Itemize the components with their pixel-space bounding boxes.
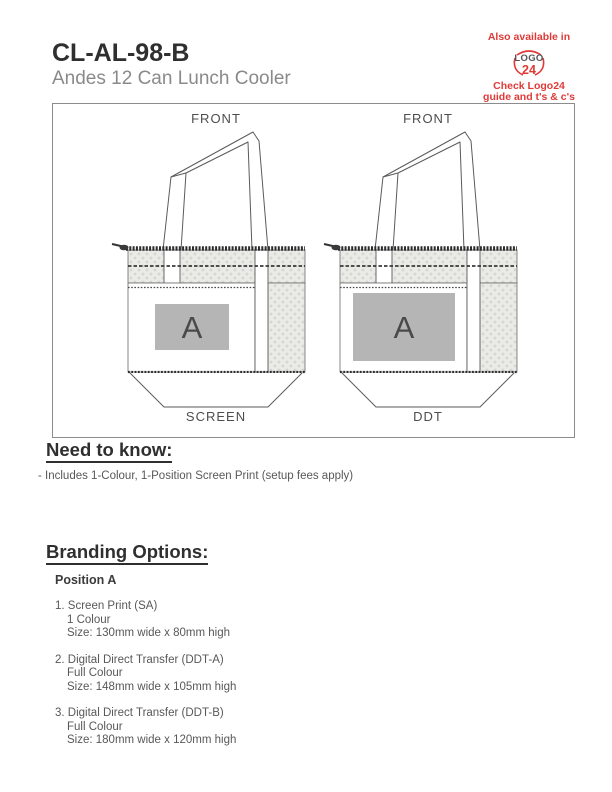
option-title: Screen Print (SA) <box>67 600 158 612</box>
branding-option <box>55 654 236 695</box>
branding-option <box>55 707 236 748</box>
option-title: Digital Direct Transfer (DDT-B) <box>67 707 224 719</box>
bag-vertical-strap <box>467 250 480 372</box>
logo24-number: 24 <box>522 62 536 77</box>
bag-side-panel <box>268 283 305 372</box>
bag-base <box>342 373 514 407</box>
branding-option <box>55 600 236 641</box>
bag-view-label: FRONT <box>403 111 453 126</box>
bag-diagrams <box>53 104 574 437</box>
print-area-letter: A <box>181 310 203 345</box>
product-diagram-box <box>52 103 575 438</box>
bag-method-label: SCREEN <box>185 409 247 424</box>
option-title: Digital Direct Transfer (DDT-A) <box>67 653 224 666</box>
option-name <box>55 707 236 721</box>
need-to-know-heading: Need to know: <box>46 440 172 463</box>
option-name <box>55 600 236 614</box>
option-size: Size: 130mm wide x 80mm high <box>67 627 230 639</box>
bag-base <box>130 373 302 407</box>
branding-options-list <box>55 600 236 748</box>
option-number: 3. <box>55 707 65 719</box>
product-code: CL-AL-98-B <box>52 39 190 67</box>
zipper-pull <box>332 245 341 251</box>
header <box>52 40 291 89</box>
option-colour: Full Colour <box>67 667 123 679</box>
option-colour: Full Colour <box>67 720 123 733</box>
need-to-know-section <box>38 440 353 483</box>
zipper-pull <box>120 245 129 251</box>
bag-method-label: DDT <box>413 409 443 424</box>
logo24-word: LOGO <box>514 52 544 64</box>
badge-line-2: Check Logo24 <box>493 79 565 92</box>
print-area-letter: A <box>393 310 415 345</box>
option-number: 2. <box>55 653 65 666</box>
option-name <box>55 654 236 668</box>
bag-drawing <box>324 111 517 424</box>
bag-vertical-strap <box>255 250 268 372</box>
branding-options-heading: Branding Options: <box>46 542 208 565</box>
bag-drawing <box>112 111 305 424</box>
product-name: Andes 12 Can Lunch Cooler <box>52 68 291 89</box>
option-number: 1. <box>55 600 65 612</box>
badge-line-1: Also available in <box>487 31 571 43</box>
bag-handle <box>375 132 480 250</box>
logo24-icon <box>507 45 551 81</box>
logo24-badge <box>476 32 582 104</box>
bag-side-panel <box>480 283 517 372</box>
bag-handle <box>163 132 268 250</box>
badge-line-3: guide and t's & c's <box>483 91 575 103</box>
option-size: Size: 180mm wide x 120mm high <box>67 734 237 746</box>
need-to-know-item: - Includes 1-Colour, 1-Position Screen Print (setup fees apply) <box>38 470 354 482</box>
branding-options-section <box>38 542 236 748</box>
bag-view-label: FRONT <box>191 111 241 126</box>
position-a-heading: Position A <box>55 573 117 587</box>
option-colour: 1 Colour <box>67 613 111 626</box>
option-size: Size: 148mm wide x 105mm high <box>67 680 237 693</box>
